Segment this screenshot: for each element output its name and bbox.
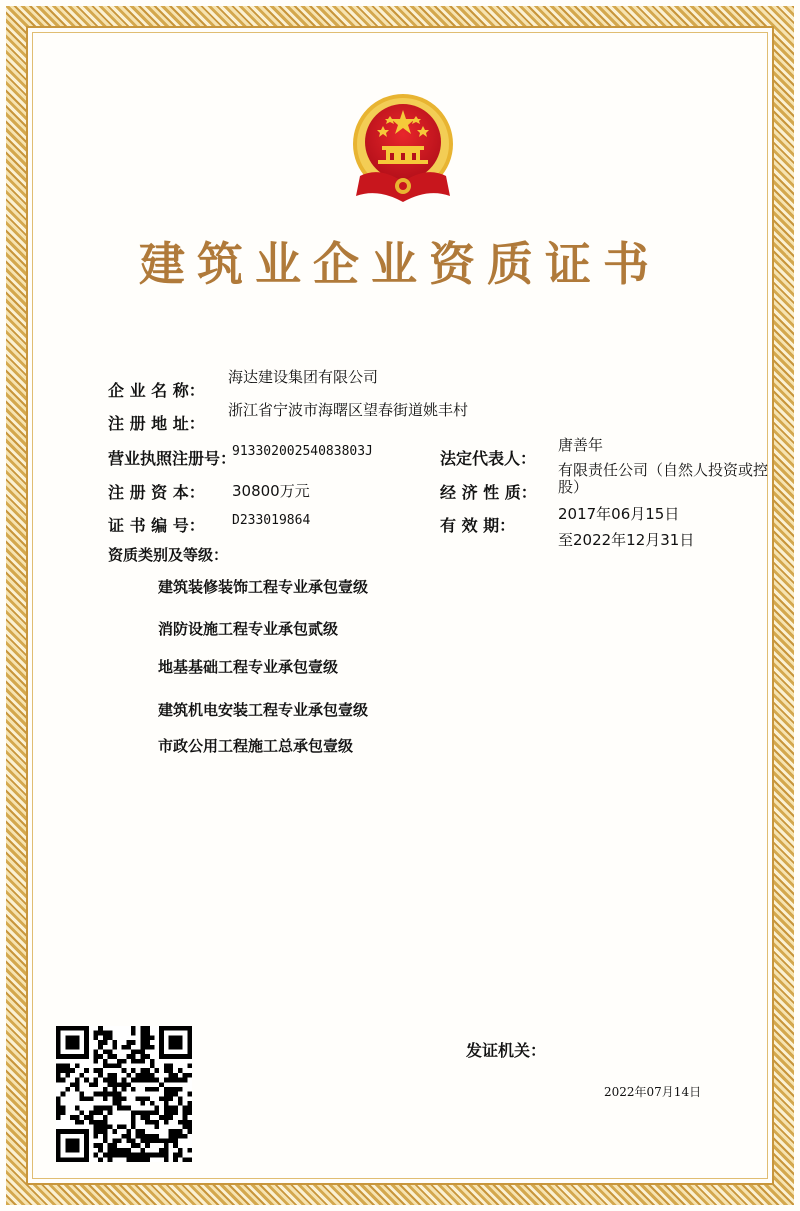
cert-no-label: 证 书 编 号： [108,516,205,535]
certificate-title: 建筑业企业资质证书 [139,237,661,291]
validity-to: 至2022年12月31日 [558,531,695,549]
company-name: 海达建设集团有限公司 [228,368,379,386]
economic-nature: 有限责任公司（自然人投资或控股） [558,461,769,496]
issuer-label: 发证机关： [466,1041,547,1060]
license-no: 91330200254083803J [232,444,373,459]
qualification-label: 资质类别及等级： [108,546,229,564]
legal-rep: 唐善年 [558,436,604,454]
qualification-item: 市政公用工程施工总承包壹级 [158,737,354,755]
qr-code-icon [56,1026,192,1162]
capital-label: 注 册 资 本： [108,483,205,502]
legal-rep-label: 法定代表人： [440,449,537,468]
company-name-label: 企 业 名 称： [108,381,205,400]
issue-date: 2022年07月14日 [604,1085,702,1099]
qualification-item: 建筑装修装饰工程专业承包壹级 [158,578,369,596]
capital: 30800万元 [232,482,310,500]
validity-label: 有 效 期： [440,516,516,535]
qualification-item: 建筑机电安装工程专业承包壹级 [158,701,369,719]
license-no-label: 营业执照注册号： [108,449,237,468]
address-label: 注 册 地 址： [108,414,205,433]
address: 浙江省宁波市海曙区望春街道姚丰村 [228,401,469,419]
cert-no: D233019864 [232,513,311,528]
qualification-item: 消防设施工程专业承包贰级 [158,620,339,638]
validity-from: 2017年06月15日 [558,505,680,523]
national-emblem-icon [350,92,456,212]
qualification-item: 地基基础工程专业承包壹级 [158,658,339,676]
economic-nature-label: 经 济 性 质： [440,483,537,502]
